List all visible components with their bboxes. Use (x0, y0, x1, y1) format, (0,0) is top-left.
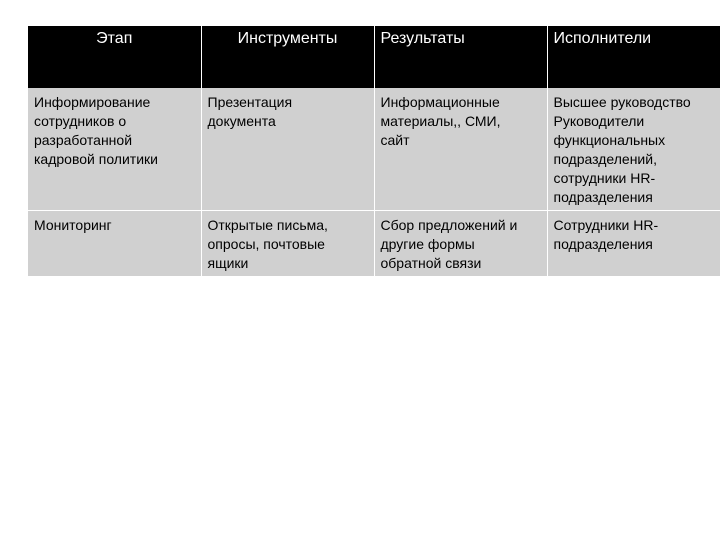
cell-tools (201, 211, 374, 277)
cell-line: сотрудники HR- (553, 170, 656, 186)
cell-stage (28, 211, 201, 277)
cell-tools (201, 88, 374, 211)
cell-line: сайт (380, 132, 410, 148)
header-results: Результаты (374, 26, 547, 88)
table-row (28, 88, 720, 211)
cell-line: сотрудников о (34, 113, 127, 129)
cell-line: кадровой политики (34, 151, 158, 167)
cell-performers (547, 88, 720, 211)
cell-line: ящики (207, 255, 249, 271)
header-performers: Исполнители (547, 26, 720, 88)
table-row (28, 211, 720, 277)
cell-line: функциональных (553, 132, 666, 148)
header-tools: Инструменты (201, 26, 374, 88)
cell-line: Высшее руководство (553, 94, 691, 110)
cell-line: другие формы (380, 236, 475, 252)
cell-line: Презентация (207, 94, 293, 110)
cell-line: Руководители (553, 113, 645, 129)
cell-performers (547, 211, 720, 277)
process-table (28, 26, 720, 277)
cell-line: Информирование (34, 94, 151, 110)
table-header-row (28, 26, 720, 88)
cell-line: Открытые письма, (207, 217, 328, 233)
cell-line: обратной связи (380, 255, 482, 271)
cell-line: подразделения (553, 236, 653, 252)
header-stage: Этап (28, 26, 201, 88)
cell-line: разработанной (34, 132, 133, 148)
cell-line: Сотрудники HR- (553, 217, 659, 233)
cell-line: Мониторинг (34, 217, 112, 233)
cell-results (374, 88, 547, 211)
cell-line: подразделений, (553, 151, 657, 167)
cell-line: опросы, почтовые (207, 236, 325, 252)
cell-line: подразделения (553, 189, 653, 205)
cell-stage (28, 88, 201, 211)
cell-line: материалы,, СМИ, (380, 113, 501, 129)
cell-results (374, 211, 547, 277)
cell-line: Сбор предложений и (380, 217, 518, 233)
cell-line: документа (207, 113, 276, 129)
cell-line: Информационные (380, 94, 500, 110)
